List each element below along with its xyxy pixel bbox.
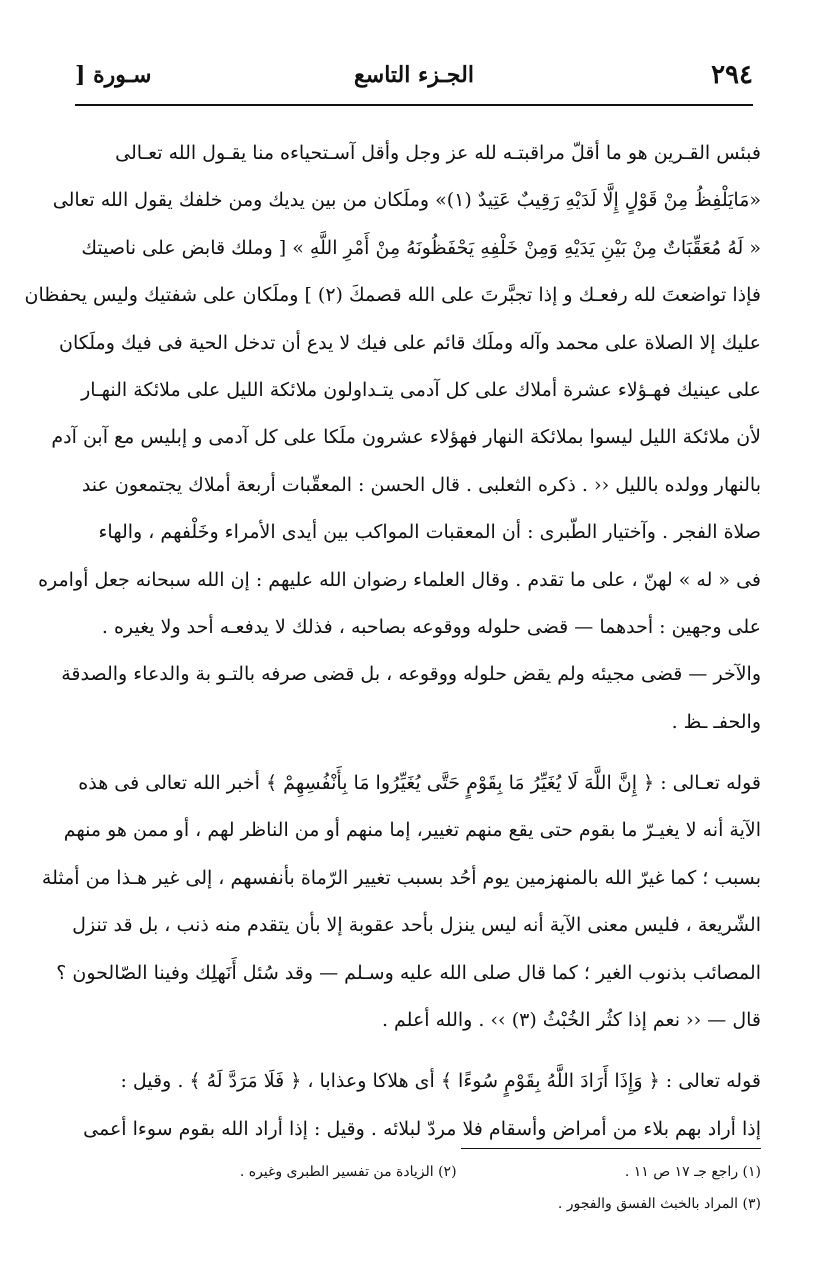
footnote-1: (١) راجع جـ ١٧ ص ١١ . xyxy=(624,1164,761,1180)
text-line: قوله تعـالى : ﴿ إِنَّ اللَّهَ لَا يُغَيِّرُ مَا بِقَوْمٍ حَتَّى يُغَيِّرُوا مَا بِأَنْفُسِهِمْ ﴾ أخبر الله تعالى فى هذه xyxy=(78,772,761,795)
text-line: فإذا تواضعتَ لله رفعـك و إذا تجبَّرتَ على الله قصمكَ (٢) ] وملَكان على شفتيك وليس يحفظان xyxy=(24,284,761,307)
header-rule xyxy=(75,104,753,108)
paragraph-gap xyxy=(68,746,761,760)
part-title: الجـزء التاسع xyxy=(354,62,474,88)
text-line: بسبب ؛ كما غيرّ الله بالمنهزمين يوم أحُد بسبب تغيير الرّماة بأنفسهم ، إلى غير هـذا من أمثلة xyxy=(41,866,761,889)
text-line: بالنهار وولده بالليل ‹‹ . ذكره الثعلبى . قال الحسن : المعقّبات أربعة أملاك يجتمعون عند xyxy=(81,473,761,496)
text-line: الشّريعة ، فليس معنى الآية أنه ليس ينزل بأحد عقوبة إلا بأن يتقدم منه ذنب ، بل قد تنزل xyxy=(72,914,761,937)
footnote-2: (٢) الزيادة من تفسير الطبرى وغيره . xyxy=(239,1164,457,1180)
text-line: لأن ملائكة الليل ليسوا بملائكة النهار فهؤلاء عشرون ملَكا على كل آدمى و إبليس مع آبن آدم xyxy=(51,426,761,449)
footnote-3: (٣) المراد بالخبث الفسق والفجور . xyxy=(557,1196,761,1212)
text-line: قوله تعالى : ﴿ وَإِذَا أَرَادَ اللَّهُ بِقَوْمٍ سُوءًا ﴾ أى هلاكا وعذابا ، ﴿ فَلَا مَرَدَّ لَهُ ﴾ . وقيل : xyxy=(120,1070,761,1093)
text-line: على وجهين : أحدهما — قضى حلوله ووقوعه بصاحبه ، فذلك لا يدفعـه أحد ولا يغيره . xyxy=(101,615,761,638)
text-line: صلاة الفجر . وآختيار الطّبرى : أن المعقبات المواكب بين أيدى الأمراء وخَلْفهم ، والهاء xyxy=(98,521,761,544)
main-text xyxy=(24,130,761,1153)
text-line: والحفـ ـظ . xyxy=(671,710,761,733)
paragraph-gap xyxy=(68,1044,761,1058)
text-line: فبئس القـرين هو ما أقلّ مراقبتـه لله عز وجل وأقل آسـتحياءه منا يقـول الله تعـالى xyxy=(115,142,761,164)
running-header xyxy=(75,58,753,102)
text-line: فى « له » لهنّ ، على ما تقدم . وقال العلماء رضوان الله عليهم : إن الله سبحانه جعل أوامره xyxy=(38,568,761,591)
text-line: عليك إلا الصلاة على محمد وآله وملَك قائم على فيك لا يدع أن تدخل الحية فى فيك وملَكان xyxy=(59,331,761,354)
text-line: المصائب بذنوب الغير ؛ كما قال صلى الله عليه وسـلم — وقد سُئل أَنَهلِك وفينا الصّالحون ؟ xyxy=(56,961,761,984)
text-line: «مَايَلْفِظُ مِنْ قَوْلٍ إِلَّا لَدَيْهِ رَقِيبٌ عَتِيدٌ (١)» وملَكان من بين يديك ومن خلفك يقول الله تعالى xyxy=(52,189,761,212)
text-line: إذا أراد بهم بلاء من أمراض وأسقام فلا مردّ لبلائه . وقيل : إذا أراد الله بقوم سوءا أعمى xyxy=(83,1117,761,1140)
footnote-rule xyxy=(461,1148,761,1149)
text-line: قال — ‹‹ نعم إذا كثُر الخُبْثُ (٣) ›› . والله أعلم . xyxy=(381,1009,761,1032)
surah-title: سـورة [ xyxy=(75,62,152,88)
footnote-row xyxy=(68,1156,761,1188)
footnotes xyxy=(68,1156,761,1220)
text-line: الآية أنه لا يغيـرّ ما بقوم حتى يقع منهم تغيير، إما منهم أو من الناظر لهم ، أو ممن هو منهم xyxy=(63,819,761,842)
text-line: « لَهُ مُعَقِّبَاتٌ مِنْ بَيْنِ يَدَيْهِ وَمِنْ خَلْفِهِ يَحْفَظُونَهُ مِنْ أَمْرِ اللَّهِ » [ وملك قابض على ناصيتك xyxy=(81,236,761,259)
page-number: ٢٩٤ xyxy=(711,60,753,90)
footnote-row xyxy=(68,1188,761,1220)
text-line: والآخر — قضى مجيئه ولم يقض حلوله ووقوعه ، بل قضى صرفه بالتـو بة والدعاء والصدقة xyxy=(61,663,761,686)
text-line: على عينيك فهـؤلاء عشرة أملاك على كل آدمى يتـداولون ملائكة الليل على ملائكة النهـار xyxy=(81,378,761,401)
